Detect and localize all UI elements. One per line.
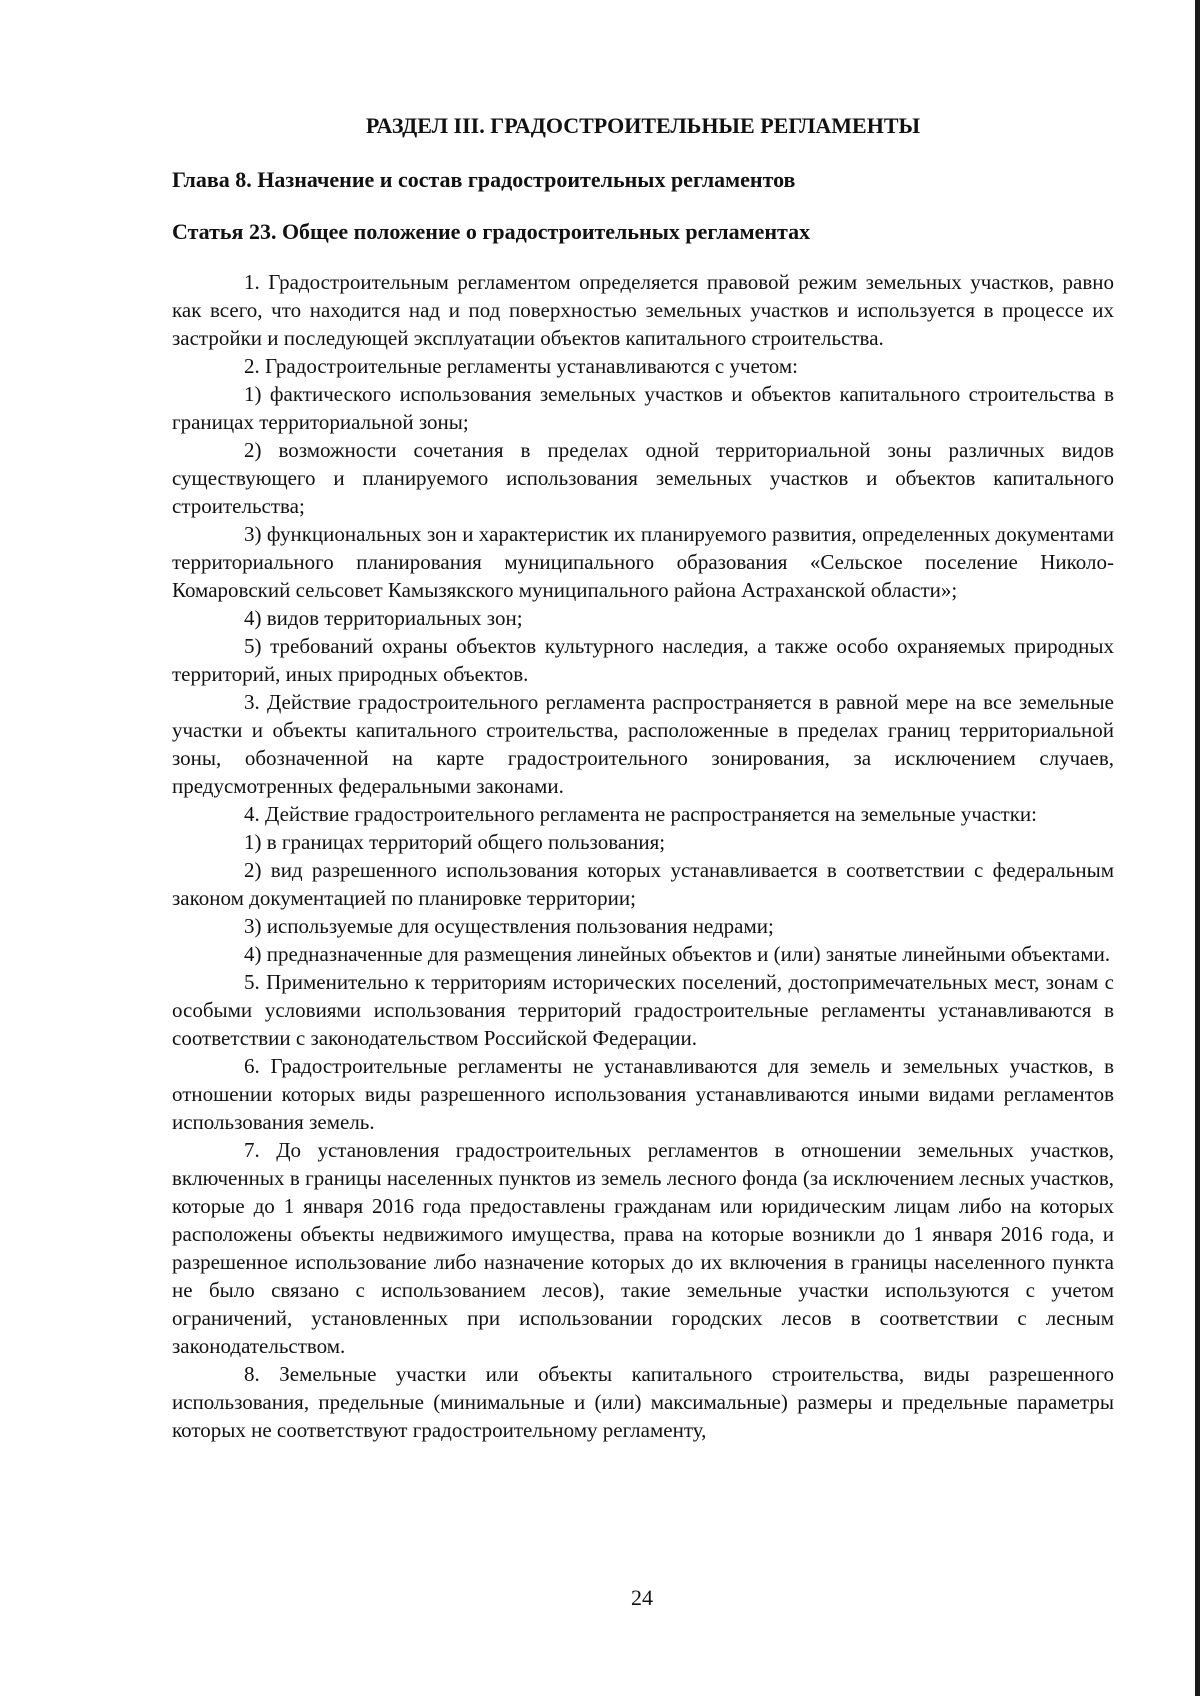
- page-edge: [1195, 0, 1200, 1696]
- chapter-title: Глава 8. Назначение и состав градостроительных регламентов: [172, 167, 796, 192]
- section-title: РАЗДЕЛ III. ГРАДОСТРОИТЕЛЬНЫЕ РЕГЛАМЕНТЫ: [365, 113, 921, 138]
- paragraph: 2. Градостроительные регламенты устанавливаются с учетом:: [244, 354, 798, 378]
- paragraph: 1) фактического использования земельных участков и объектов капитального строительства в границах территориальной зоны;: [172, 382, 1114, 434]
- paragraph: 1. Градостроительным регламентом определяется правовой режим земельных участков, равно как всего, что находится над и под поверхностью земельных участков и используется в процессе их застройки и последующей эксплуатации объектов капитального строительства.: [172, 270, 1114, 350]
- page-number: 24: [631, 1585, 653, 1610]
- paragraph: 4) предназначенные для размещения линейных объектов и (или) занятые линейными объектами.: [244, 942, 1111, 966]
- paragraph: 8. Земельные участки или объекты капитального строительства, виды разрешенного использования, предельные (минимальные и (или) максимальные) размеры и предельные параметры которых не соответствуют градостроительному регламенту,: [172, 1362, 1114, 1442]
- paragraph: 2) вид разрешенного использования которых устанавливается в соответствии с федеральным законом документацией по планировке территории;: [172, 858, 1114, 910]
- paragraph: 4. Действие градостроительного регламента не распространяется на земельные участки:: [244, 802, 1037, 826]
- paragraph: 1) в границах территорий общего пользования;: [244, 830, 666, 854]
- article-body: [172, 268, 1114, 1444]
- paragraph: 3) используемые для осуществления пользования недрами;: [244, 914, 774, 938]
- document-page: [172, 112, 1114, 1444]
- paragraph: 2) возможности сочетания в пределах одной территориальной зоны различных видов существующего и планируемого использования земельных участков и объектов капитального строительства;: [172, 438, 1114, 518]
- paragraph: 4) видов территориальных зон;: [244, 606, 523, 630]
- paragraph: 5. Применительно к территориям исторических поселений, достопримечательных мест, зонам с особыми условиями использования территорий градостроительные регламенты устанавливаются в соответствии с законодательством Российской Федерации.: [172, 970, 1114, 1050]
- paragraph: 6. Градостроительные регламенты не устанавливаются для земель и земельных участков, в отношении которых виды разрешенного использования устанавливаются иными видами регламентов использования земель.: [172, 1054, 1114, 1134]
- paragraph: 5) требований охраны объектов культурного наследия, а также особо охраняемых природных территорий, иных природных объектов.: [172, 634, 1114, 686]
- paragraph: 3. Действие градостроительного регламента распространяется в равной мере на все земельные участки и объекты капитального строительства, расположенные в пределах границ территориальной зоны, обозначенной на карте градостроительного зонирования, за исключением случаев, предусмотренных федеральными законами.: [172, 690, 1114, 798]
- paragraph: 3) функциональных зон и характеристик их планируемого развития, определенных документами территориального планирования муниципального образования «Сельское поселение Николо-Комаровский сельсовет Камызякского муниципального района Астраханской области»;: [172, 522, 1114, 602]
- article-title: Статья 23. Общее положение о градостроительных регламентах: [172, 219, 811, 244]
- paragraph: 7. До установления градостроительных регламентов в отношении земельных участков, включенных в границы населенных пунктов из земель лесного фонда (за исключением лесных участков, которые до 1 января 2016 года предоставлены гражданам или юридическим лицам либо на которых расположены объекты недвижимого имущества, права на которые возникли до 1 января 2016 года, и разрешенное использование либо назначение которых до их включения в границы населенного пункта не было связано с использованием лесов), такие земельные участки используются с учетом ограничений, установленных при использовании городских лесов в соответствии с лесным законодательством.: [172, 1138, 1114, 1358]
